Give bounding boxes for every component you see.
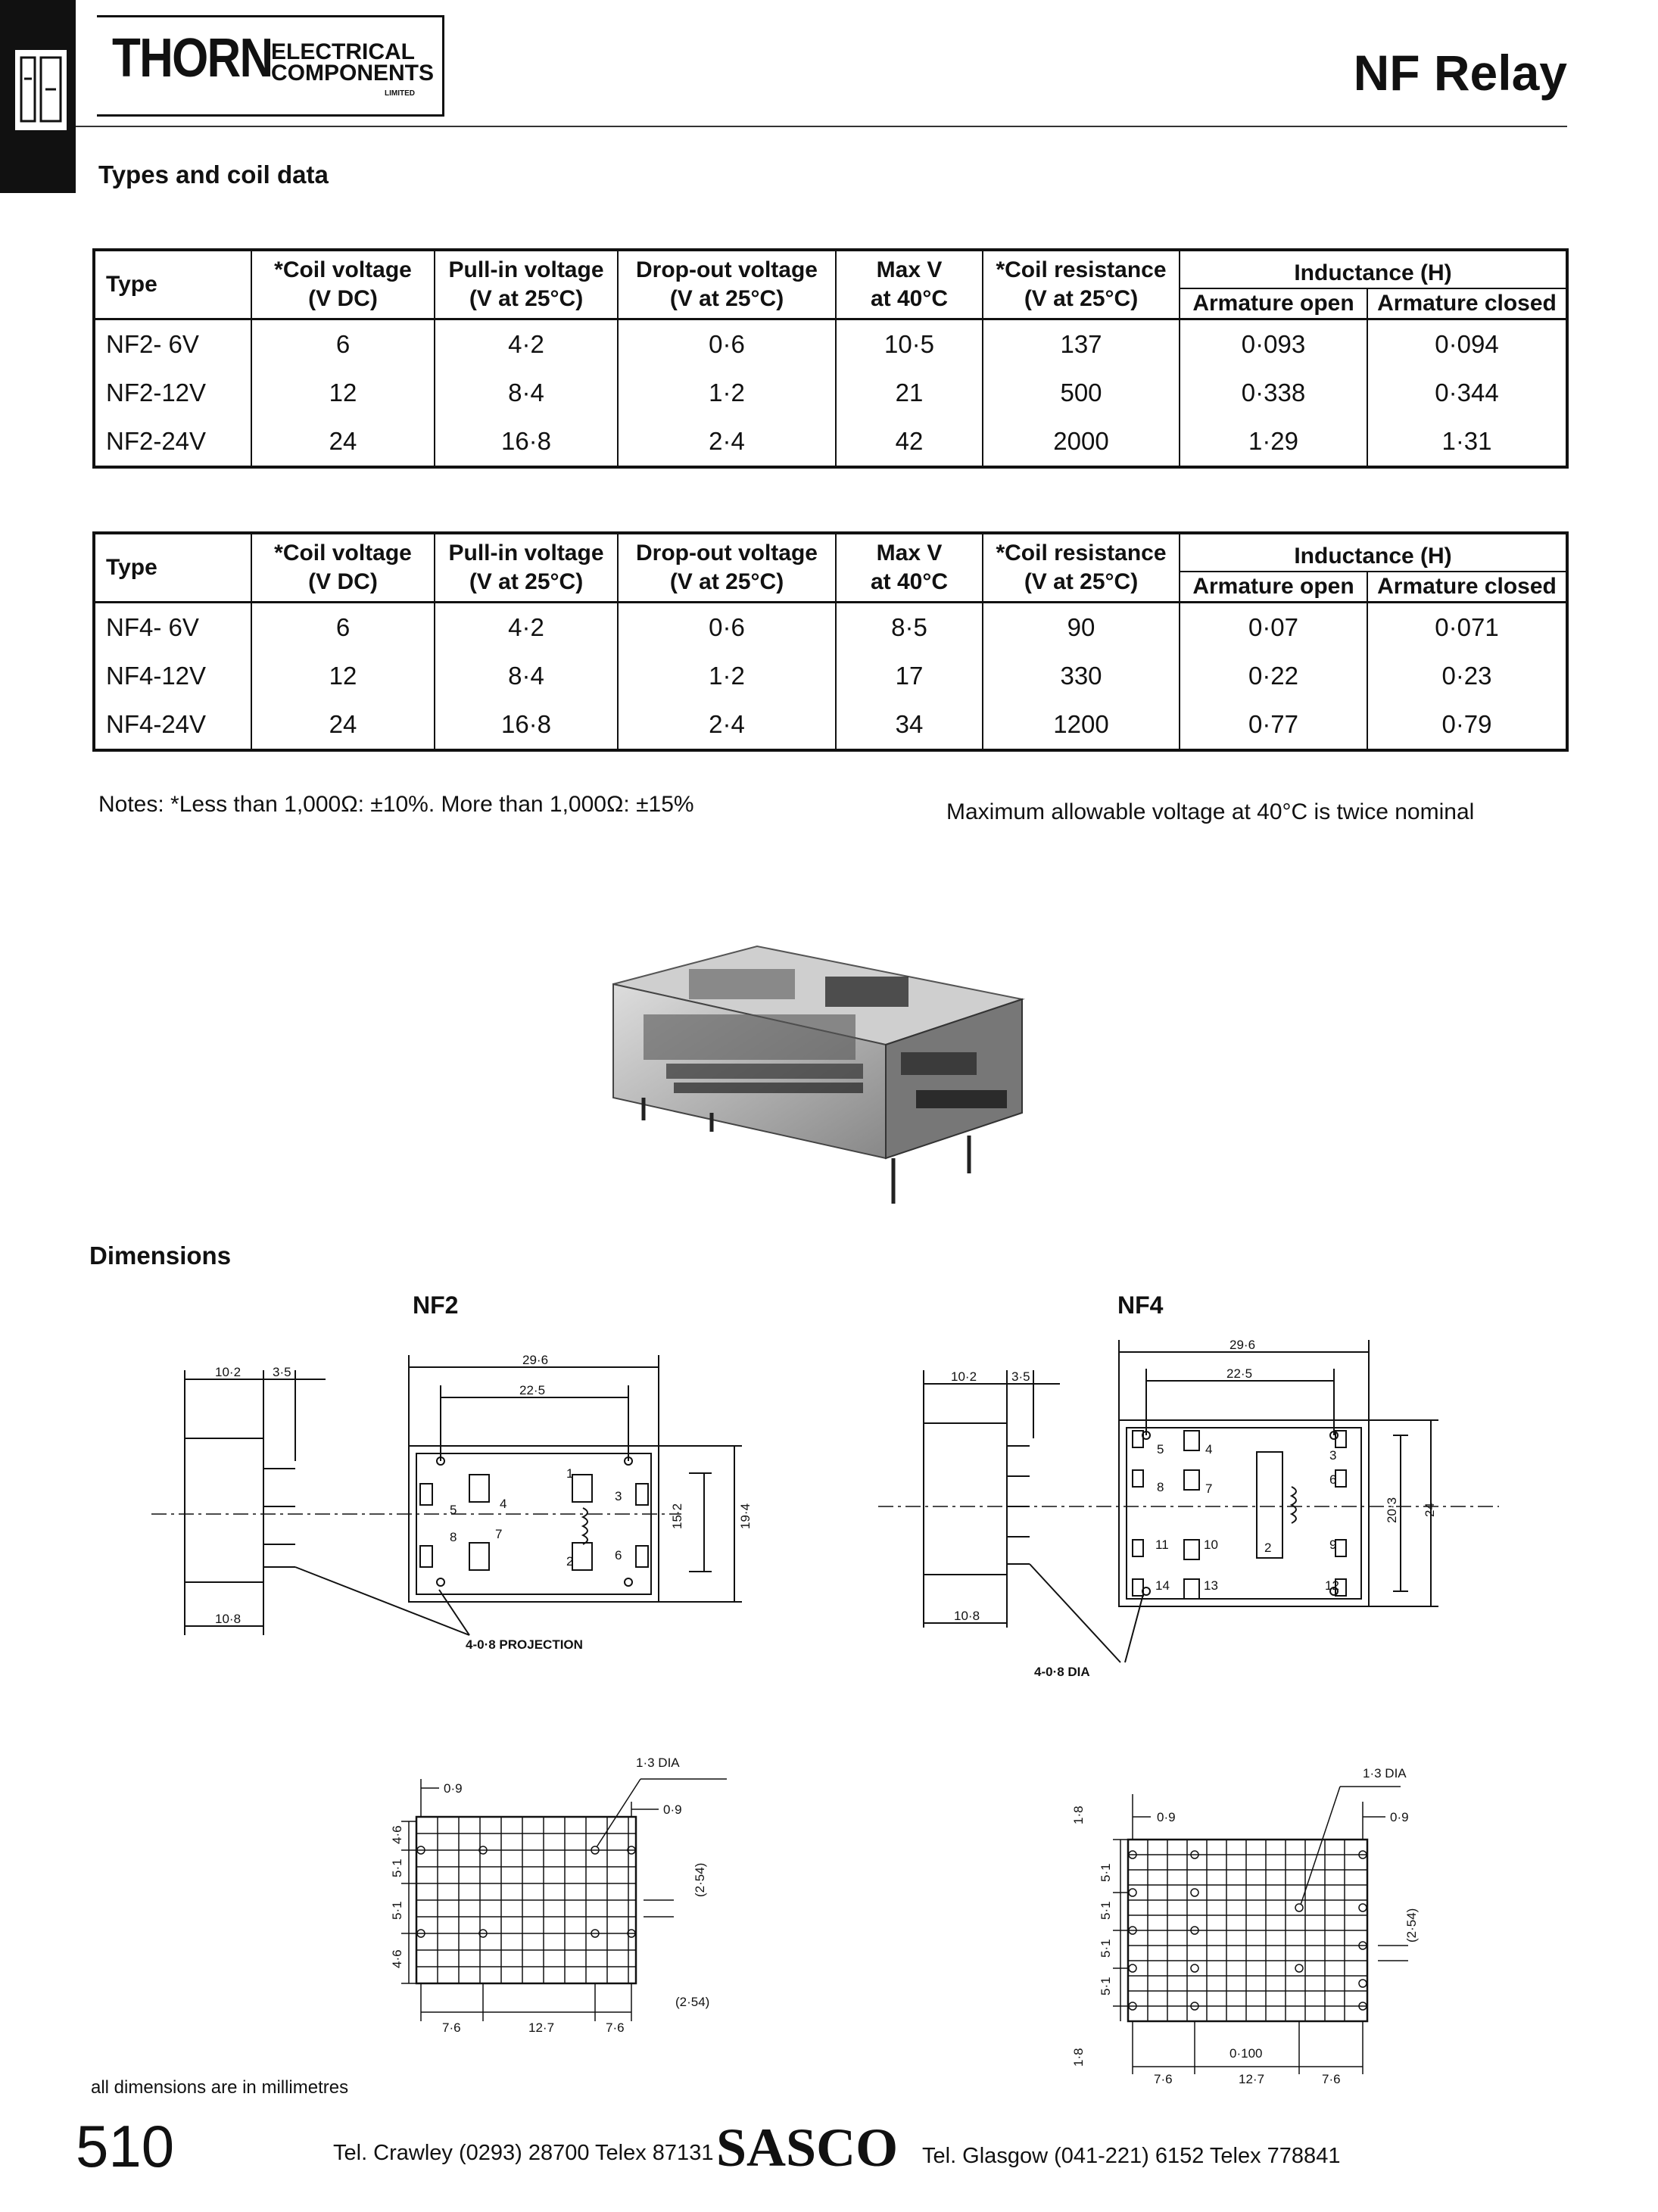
cell-arm-open: 0·093 bbox=[1180, 319, 1367, 369]
header-coil-resistance: *Coil resistance (V at 25°C) bbox=[983, 250, 1180, 319]
nf4-pin-3: 3 bbox=[1329, 1448, 1337, 1463]
cell-type: NF4-24V bbox=[94, 700, 251, 750]
cell-max-v: 21 bbox=[836, 369, 983, 417]
table-row bbox=[94, 319, 1567, 369]
cell-coil-voltage: 6 bbox=[251, 319, 435, 369]
nf2-width: 19·4 bbox=[738, 1503, 753, 1529]
nf2-base-width: 10·8 bbox=[215, 1612, 242, 1626]
cell-max-v: 17 bbox=[836, 652, 983, 700]
nf2-pcb-grid bbox=[326, 1749, 765, 2052]
nf4-pin-4: 4 bbox=[1205, 1442, 1213, 1456]
nf2-projection: 4-0·8 PROJECTION bbox=[466, 1637, 583, 1652]
nf4-grid-row-3: 5·1 bbox=[1099, 1939, 1113, 1958]
nf4-grid-bottom: 1·8 bbox=[1071, 2048, 1086, 2067]
nf2-pin-5: 5 bbox=[450, 1503, 457, 1517]
cell-type: NF2- 6V bbox=[94, 319, 251, 369]
cell-coil-voltage: 6 bbox=[251, 603, 435, 653]
header-inductance: Inductance (H) bbox=[1180, 533, 1567, 572]
header-pull-in: Pull-in voltage (V at 25°C) bbox=[435, 250, 618, 319]
nf4-pin-11: 11 bbox=[1155, 1537, 1169, 1552]
nf2-grid-pitch-h: (2·54) bbox=[675, 1995, 710, 2009]
logo-brand: THORN bbox=[112, 28, 273, 89]
nf2-pin-row: 15·2 bbox=[670, 1503, 684, 1529]
header-coil-voltage: *Coil voltage (V DC) bbox=[251, 250, 435, 319]
cell-drop-out: 1·2 bbox=[618, 369, 836, 417]
nf4-pin-9: 9 bbox=[1329, 1537, 1337, 1552]
nf4-grid-row-2: 5·1 bbox=[1099, 1901, 1113, 1920]
cell-drop-out: 2·4 bbox=[618, 417, 836, 467]
page-number: 510 bbox=[76, 2113, 175, 2179]
cell-max-v: 34 bbox=[836, 700, 983, 750]
header-coil-voltage: *Coil voltage (V DC) bbox=[251, 533, 435, 603]
table-row bbox=[94, 369, 1567, 417]
nf4-pin-6: 6 bbox=[1329, 1472, 1337, 1487]
section-title-dimensions: Dimensions bbox=[89, 1242, 232, 1270]
cell-arm-open: 0·07 bbox=[1180, 603, 1367, 653]
table-row bbox=[94, 603, 1567, 653]
nf2-pin-length: 3·5 bbox=[273, 1365, 291, 1379]
cell-arm-open: 0·77 bbox=[1180, 700, 1367, 750]
thorn-emblem-icon bbox=[14, 48, 68, 132]
cell-arm-closed: 0·23 bbox=[1367, 652, 1567, 700]
cell-type: NF2-12V bbox=[94, 369, 251, 417]
header-inductance: Inductance (H) bbox=[1180, 250, 1567, 288]
nf4-grid-hole-dia: 1·3 DIA bbox=[1363, 1766, 1407, 1781]
nf2-pin-8: 8 bbox=[450, 1530, 457, 1544]
header-armature-closed: Armature closed bbox=[1367, 572, 1567, 603]
nf4-pin-span: 22·5 bbox=[1226, 1366, 1253, 1381]
logo-limited: LIMITED bbox=[385, 89, 415, 98]
cell-pull-in: 8·4 bbox=[435, 652, 618, 700]
cell-coil-resistance: 2000 bbox=[983, 417, 1180, 467]
cell-pull-in: 4·2 bbox=[435, 319, 618, 369]
nf2-grid-edge-2: 0·9 bbox=[663, 1802, 682, 1817]
nf4-grid-pitch-v: (2·54) bbox=[1404, 1908, 1419, 1943]
nf4-grid-top: 1·8 bbox=[1071, 1805, 1086, 1824]
nf4-pin-length: 3·5 bbox=[1011, 1369, 1030, 1384]
cell-arm-closed: 0·344 bbox=[1367, 369, 1567, 417]
nf4-pin-5: 5 bbox=[1157, 1442, 1164, 1456]
cell-coil-voltage: 24 bbox=[251, 700, 435, 750]
logo-line-components: COMPONENTS bbox=[271, 61, 435, 86]
cell-type: NF4- 6V bbox=[94, 603, 251, 653]
cell-coil-voltage: 12 bbox=[251, 369, 435, 417]
cell-coil-voltage: 24 bbox=[251, 417, 435, 467]
cell-arm-closed: 1·31 bbox=[1367, 417, 1567, 467]
nf4-grid-col-3: 7·6 bbox=[1322, 2072, 1341, 2086]
header-drop-out: Drop-out voltage (V at 25°C) bbox=[618, 250, 836, 319]
footer-contact-glasgow: Tel. Glasgow (041-221) 6152 Telex 778841 bbox=[922, 2144, 1341, 2168]
cell-coil-resistance: 330 bbox=[983, 652, 1180, 700]
nf2-pin-7: 7 bbox=[495, 1527, 503, 1541]
dimensions-note: all dimensions are in millimetres bbox=[91, 2077, 349, 2098]
nf2-grid-row-3: 5·1 bbox=[390, 1901, 404, 1920]
nf4-length: 29·6 bbox=[1229, 1338, 1256, 1352]
nf2-grid-edge-1: 0·9 bbox=[444, 1781, 463, 1796]
nf2-coil-table bbox=[92, 248, 1569, 469]
logo-line-electrical: ELECTRICAL bbox=[271, 39, 415, 64]
header-max-v: Max V at 40°C bbox=[836, 250, 983, 319]
nf2-grid-col-1: 7·6 bbox=[442, 2020, 461, 2035]
nf2-grid-row-2: 5·1 bbox=[390, 1858, 404, 1877]
header-coil-resistance: *Coil resistance (V at 25°C) bbox=[983, 533, 1180, 603]
table-row bbox=[94, 700, 1567, 750]
nf2-grid-hole-dia: 1·3 DIA bbox=[636, 1756, 680, 1770]
cell-coil-resistance: 500 bbox=[983, 369, 1180, 417]
cell-arm-closed: 0·79 bbox=[1367, 700, 1567, 750]
cell-pull-in: 16·8 bbox=[435, 417, 618, 467]
cell-drop-out: 0·6 bbox=[618, 319, 836, 369]
nf4-grid-row-4: 5·1 bbox=[1099, 1977, 1113, 1995]
nf4-pin-2: 2 bbox=[1264, 1541, 1272, 1555]
nf4-side-width: 10·2 bbox=[951, 1369, 977, 1384]
header-armature-closed: Armature closed bbox=[1367, 288, 1567, 319]
nf4-pin-14: 14 bbox=[1155, 1578, 1170, 1593]
cell-pull-in: 4·2 bbox=[435, 603, 618, 653]
notes-max-voltage: Maximum allowable voltage at 40°C is twice nominal bbox=[946, 799, 1475, 824]
nf2-pin-6: 6 bbox=[615, 1548, 622, 1562]
nf4-pin-10: 10 bbox=[1204, 1537, 1218, 1552]
nf4-grid-edge-2: 0·9 bbox=[1390, 1810, 1409, 1824]
product-title: NF Relay bbox=[1353, 45, 1567, 101]
header-pull-in: Pull-in voltage (V at 25°C) bbox=[435, 533, 618, 603]
cell-max-v: 42 bbox=[836, 417, 983, 467]
header-armature-open: Armature open bbox=[1180, 572, 1367, 603]
section-title-types: Types and coil data bbox=[98, 160, 329, 188]
cell-coil-resistance: 90 bbox=[983, 603, 1180, 653]
nf4-pin-7: 7 bbox=[1205, 1481, 1213, 1496]
cell-drop-out: 1·2 bbox=[618, 652, 836, 700]
header-rule bbox=[76, 126, 1567, 127]
cell-arm-open: 0·22 bbox=[1180, 652, 1367, 700]
table-row bbox=[94, 652, 1567, 700]
header-type: Type bbox=[94, 533, 251, 603]
cell-arm-open: 0·338 bbox=[1180, 369, 1367, 417]
nf4-base-width: 10·8 bbox=[954, 1609, 980, 1623]
nf4-grid-edge-1: 0·9 bbox=[1157, 1810, 1176, 1824]
cell-max-v: 8·5 bbox=[836, 603, 983, 653]
nf4-width: 24 bbox=[1423, 1503, 1437, 1517]
nf2-pin-span: 22·5 bbox=[519, 1383, 546, 1397]
nf2-pin-4: 4 bbox=[500, 1497, 507, 1511]
table-row bbox=[94, 417, 1567, 467]
nf2-label: NF2 bbox=[413, 1291, 459, 1319]
cell-pull-in: 16·8 bbox=[435, 700, 618, 750]
nf4-pin-13: 13 bbox=[1204, 1578, 1218, 1593]
cell-pull-in: 8·4 bbox=[435, 369, 618, 417]
cell-arm-closed: 0·094 bbox=[1367, 319, 1567, 369]
nf2-side-width: 10·2 bbox=[215, 1365, 242, 1379]
header-armature-open: Armature open bbox=[1180, 288, 1367, 319]
nf4-grid-pitch-h: 0·100 bbox=[1229, 2046, 1263, 2061]
cell-arm-open: 1·29 bbox=[1180, 417, 1367, 467]
nf4-label: NF4 bbox=[1117, 1291, 1164, 1319]
cell-type: NF2-24V bbox=[94, 417, 251, 467]
nf4-pcb-grid bbox=[1060, 1764, 1454, 2089]
nf4-pin-row: 20·3 bbox=[1385, 1497, 1399, 1523]
nf4-grid-row-1: 5·1 bbox=[1099, 1863, 1113, 1882]
footer-brand: SASCO bbox=[716, 2117, 899, 2178]
cell-type: NF4-12V bbox=[94, 652, 251, 700]
cell-drop-out: 0·6 bbox=[618, 603, 836, 653]
nf4-grid-col-1: 7·6 bbox=[1154, 2072, 1173, 2086]
nf4-pin-12: 12 bbox=[1325, 1578, 1339, 1593]
header-drop-out: Drop-out voltage (V at 25°C) bbox=[618, 533, 836, 603]
footer-contact-crawley: Tel. Crawley (0293) 28700 Telex 87131 bbox=[333, 2141, 714, 2165]
nf4-dia: 4-0·8 DIA bbox=[1034, 1665, 1090, 1679]
nf4-outline-drawing bbox=[878, 1325, 1507, 1703]
cell-coil-resistance: 137 bbox=[983, 319, 1180, 369]
nf4-pin-8: 8 bbox=[1157, 1480, 1164, 1494]
nf2-pin-2: 2 bbox=[566, 1554, 574, 1569]
nf2-pin-3: 3 bbox=[615, 1489, 622, 1503]
nf2-grid-row-4: 4·6 bbox=[390, 1949, 404, 1968]
cell-drop-out: 2·4 bbox=[618, 700, 836, 750]
nf4-grid-col-2: 12·7 bbox=[1239, 2072, 1265, 2086]
nf2-grid-col-2: 12·7 bbox=[528, 2020, 555, 2035]
cell-arm-closed: 0·071 bbox=[1367, 603, 1567, 653]
relay-photo bbox=[598, 931, 1030, 1219]
nf4-coil-table bbox=[92, 531, 1569, 752]
cell-coil-resistance: 1200 bbox=[983, 700, 1180, 750]
nf2-grid-row-1: 4·6 bbox=[390, 1825, 404, 1844]
nf2-length: 29·6 bbox=[522, 1353, 549, 1367]
header-max-v: Max V at 40°C bbox=[836, 533, 983, 603]
header-type: Type bbox=[94, 250, 251, 319]
nf2-pin-1: 1 bbox=[566, 1466, 574, 1481]
nf2-outline-drawing bbox=[151, 1340, 787, 1673]
notes-tolerance: Notes: *Less than 1,000Ω: ±10%. More than 1,000Ω: ±15% bbox=[98, 792, 694, 817]
nf2-grid-col-3: 7·6 bbox=[606, 2020, 625, 2035]
cell-coil-voltage: 12 bbox=[251, 652, 435, 700]
cell-max-v: 10·5 bbox=[836, 319, 983, 369]
nf2-grid-pitch-v: (2·54) bbox=[693, 1862, 707, 1897]
